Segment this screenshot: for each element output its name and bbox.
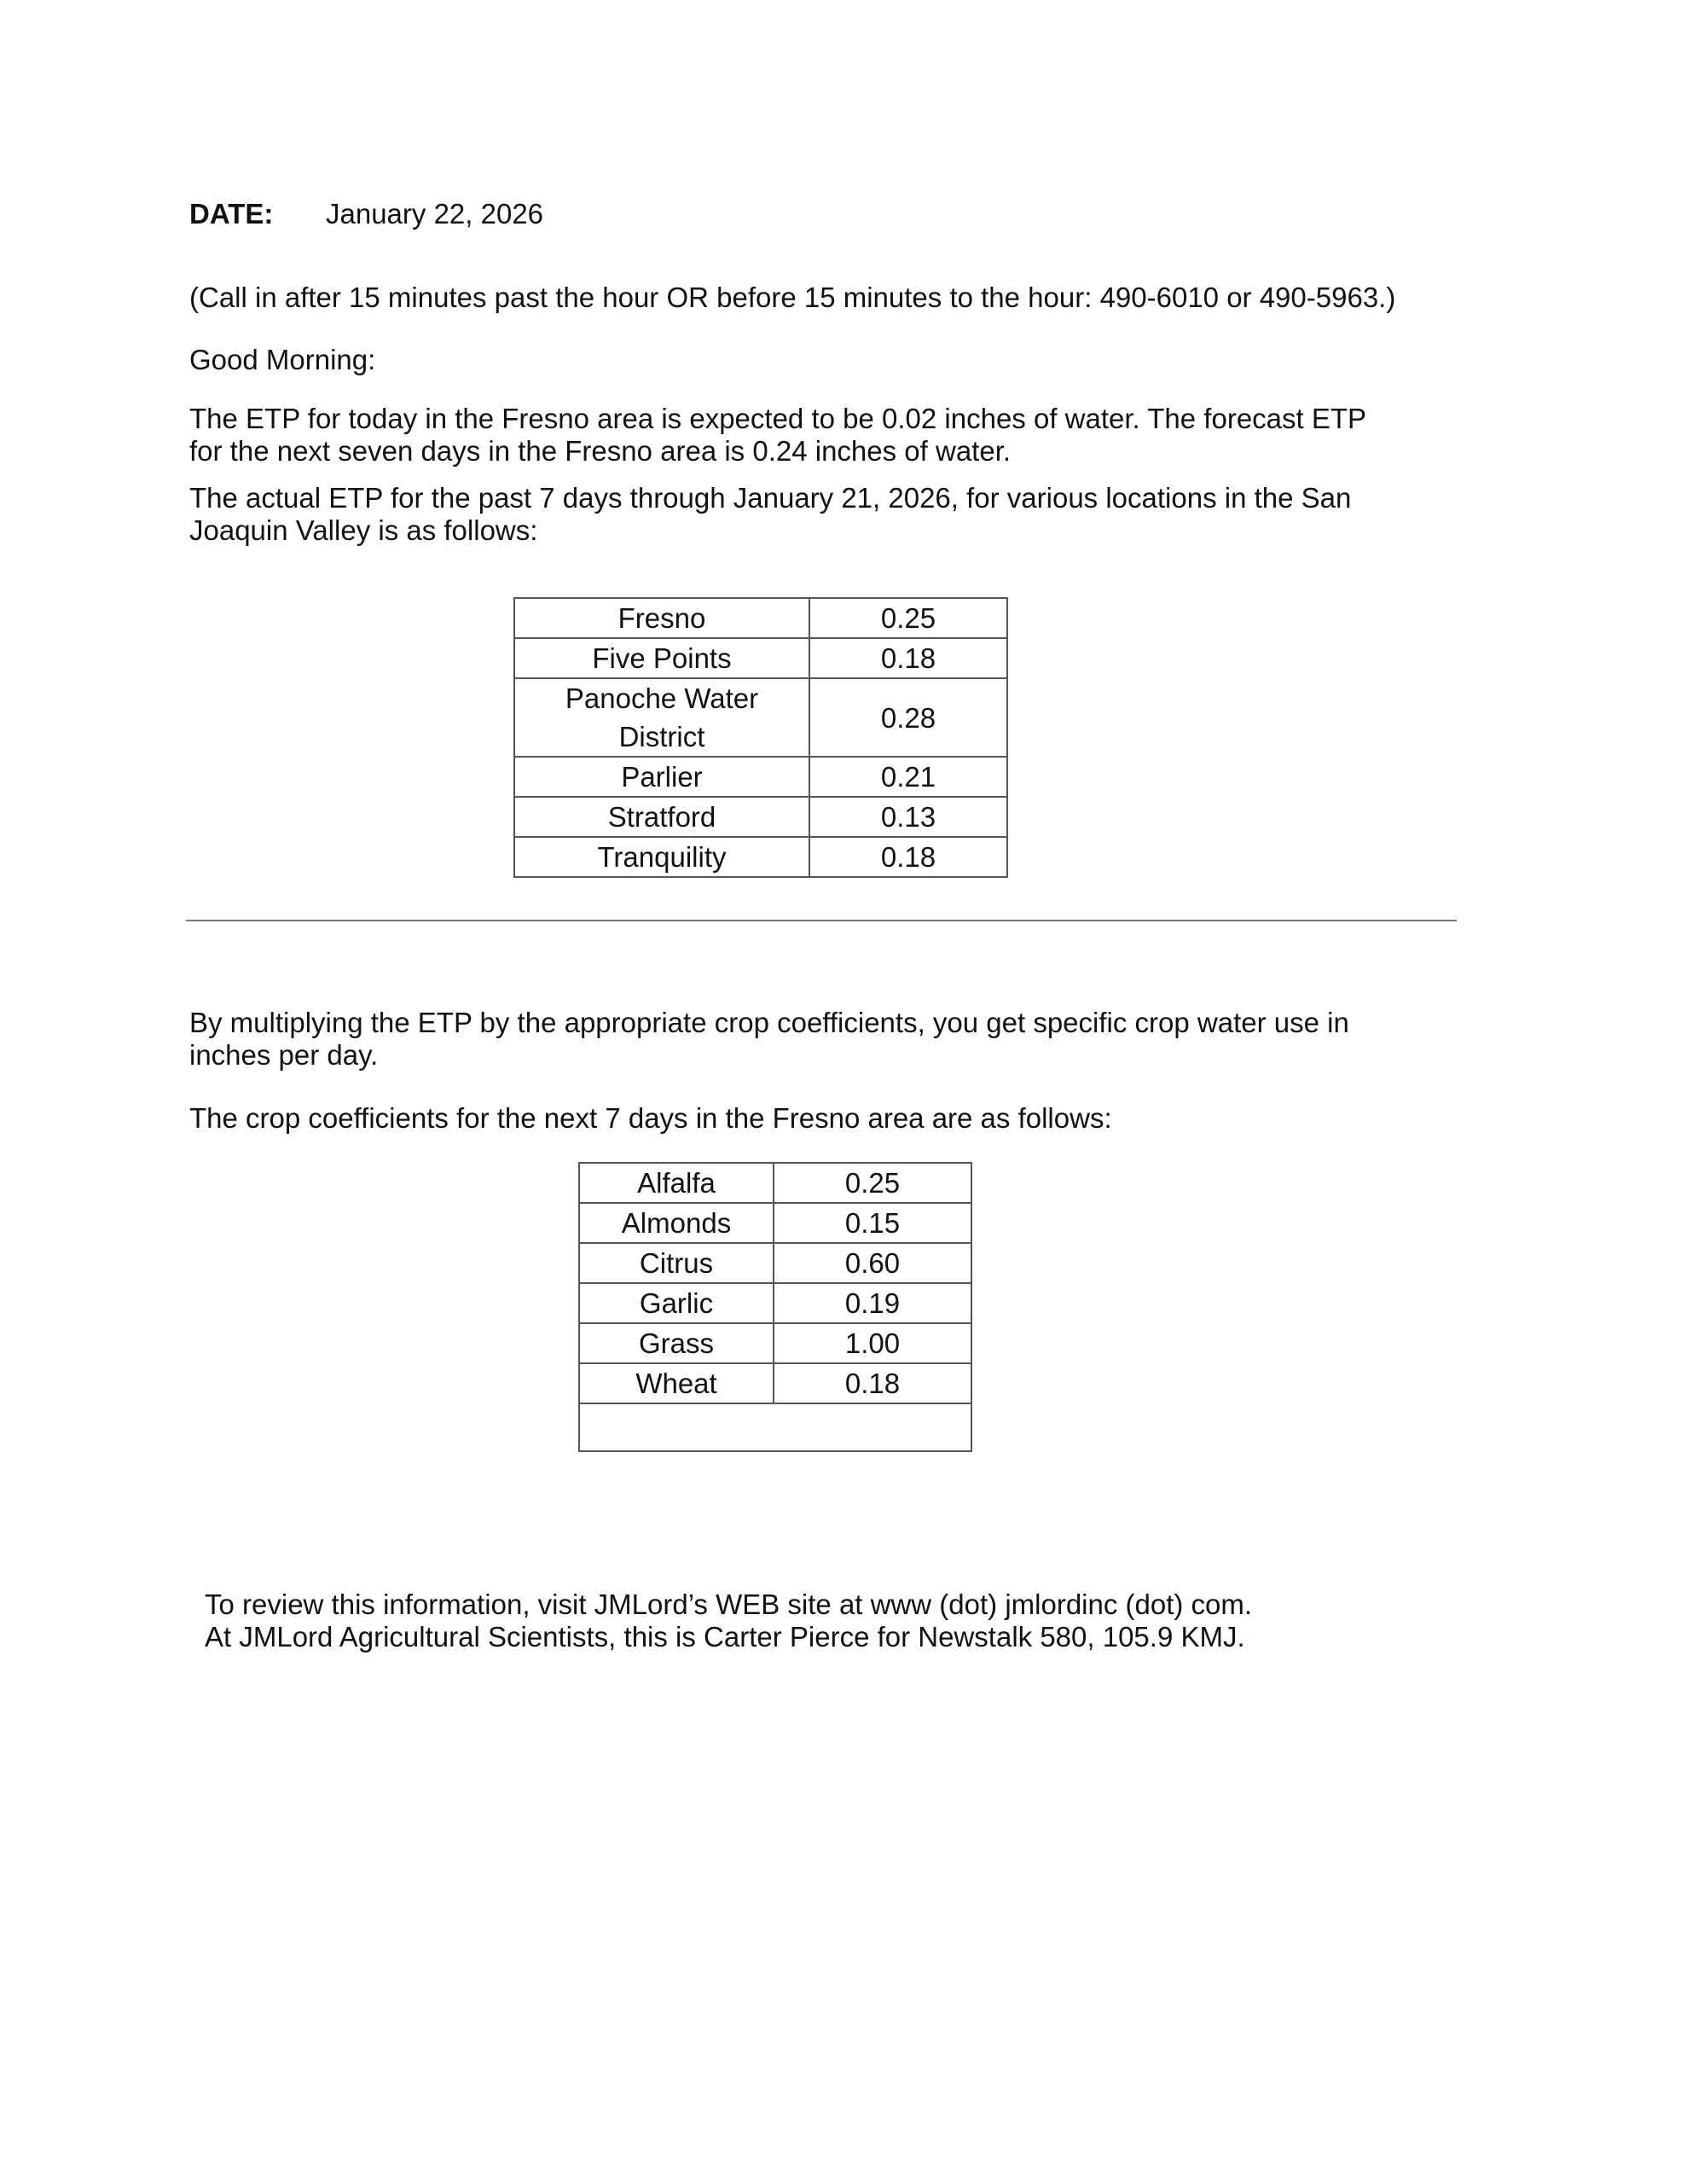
crop-coefficient-value: 0.19 xyxy=(774,1283,971,1323)
table-row xyxy=(514,638,1007,678)
date-value: January 22, 2026 xyxy=(326,198,544,229)
crop-coefficient-intro: The crop coefficients for the next 7 days in the Fresno area are as follows: xyxy=(189,1102,1112,1134)
crop-coefficient-value: 0.60 xyxy=(774,1243,971,1283)
location-etp-value: 0.25 xyxy=(809,598,1007,638)
location-name: Tranquility xyxy=(514,837,809,877)
crop-name: Alfalfa xyxy=(579,1163,774,1203)
etp-forecast-line-2: for the next seven days in the Fresno area is 0.24 inches of water. xyxy=(189,435,1012,467)
location-etp-value: 0.18 xyxy=(809,837,1007,877)
crop-name: Grass xyxy=(579,1323,774,1363)
footer-line-1: To review this information, visit JMLord’s WEB site at www (dot) jmlordinc (dot) com. xyxy=(205,1589,1253,1620)
location-name: Panoche Water District xyxy=(514,678,809,757)
location-name: Parlier xyxy=(514,757,809,797)
footer-line-2: At JMLord Agricultural Scientists, this is Carter Pierce for Newstalk 580, 105.9 KMJ. xyxy=(205,1621,1245,1653)
location-name: Fresno xyxy=(514,598,809,638)
footer xyxy=(205,1589,1252,1653)
crop-info-line-1: By multiplying the ETP by the appropriate crop coefficients, you get specific crop water use in xyxy=(189,1007,1349,1038)
crop-coefficient-paragraph xyxy=(189,1007,1349,1072)
crop-coefficient-value: 0.15 xyxy=(774,1203,971,1243)
location-name: Five Points xyxy=(514,638,809,678)
crop-name: Citrus xyxy=(579,1243,774,1283)
crop-name: Almonds xyxy=(579,1203,774,1243)
empty-table-row xyxy=(579,1403,971,1451)
table-row xyxy=(514,797,1007,837)
location-etp-value: 0.21 xyxy=(809,757,1007,797)
etp-past-line-1: The actual ETP for the past 7 days through January 21, 2026, for various locations in the San xyxy=(189,482,1352,514)
location-etp-value: 0.18 xyxy=(809,638,1007,678)
crop-coefficient-value: 0.25 xyxy=(774,1163,971,1203)
etp-forecast-paragraph xyxy=(189,403,1366,468)
empty-cell xyxy=(579,1403,971,1451)
table-row xyxy=(514,837,1007,877)
crop-coefficient-value: 1.00 xyxy=(774,1323,971,1363)
greeting: Good Morning: xyxy=(189,344,376,375)
table-row xyxy=(579,1203,971,1243)
etp-past-line-2: Joaquin Valley is as follows: xyxy=(189,514,538,546)
table-row xyxy=(514,757,1007,797)
table-row xyxy=(579,1323,971,1363)
date-row xyxy=(189,198,543,230)
crop-coefficient-table xyxy=(578,1162,972,1452)
location-name: Stratford xyxy=(514,797,809,837)
crop-name: Wheat xyxy=(579,1363,774,1403)
table-row xyxy=(579,1163,971,1203)
etp-past-paragraph xyxy=(189,482,1351,547)
crop-info-line-2: inches per day. xyxy=(189,1039,379,1071)
section-divider xyxy=(186,920,1457,921)
table-row xyxy=(579,1363,971,1403)
crop-name: Garlic xyxy=(579,1283,774,1323)
etp-forecast-line-1: The ETP for today in the Fresno area is expected to be 0.02 inches of water. The forecast ETP xyxy=(189,403,1367,434)
crop-coefficient-value: 0.18 xyxy=(774,1363,971,1403)
table-row xyxy=(514,598,1007,638)
location-etp-table xyxy=(513,597,1008,878)
table-row xyxy=(579,1243,971,1283)
table-row xyxy=(514,678,1007,757)
location-etp-value: 0.13 xyxy=(809,797,1007,837)
date-label: DATE: xyxy=(189,198,274,229)
call-in-note: (Call in after 15 minutes past the hour OR before 15 minutes to the hour: 490-6010 or 490-5963.) xyxy=(189,282,1396,313)
location-etp-value: 0.28 xyxy=(809,678,1007,757)
table-row xyxy=(579,1283,971,1323)
